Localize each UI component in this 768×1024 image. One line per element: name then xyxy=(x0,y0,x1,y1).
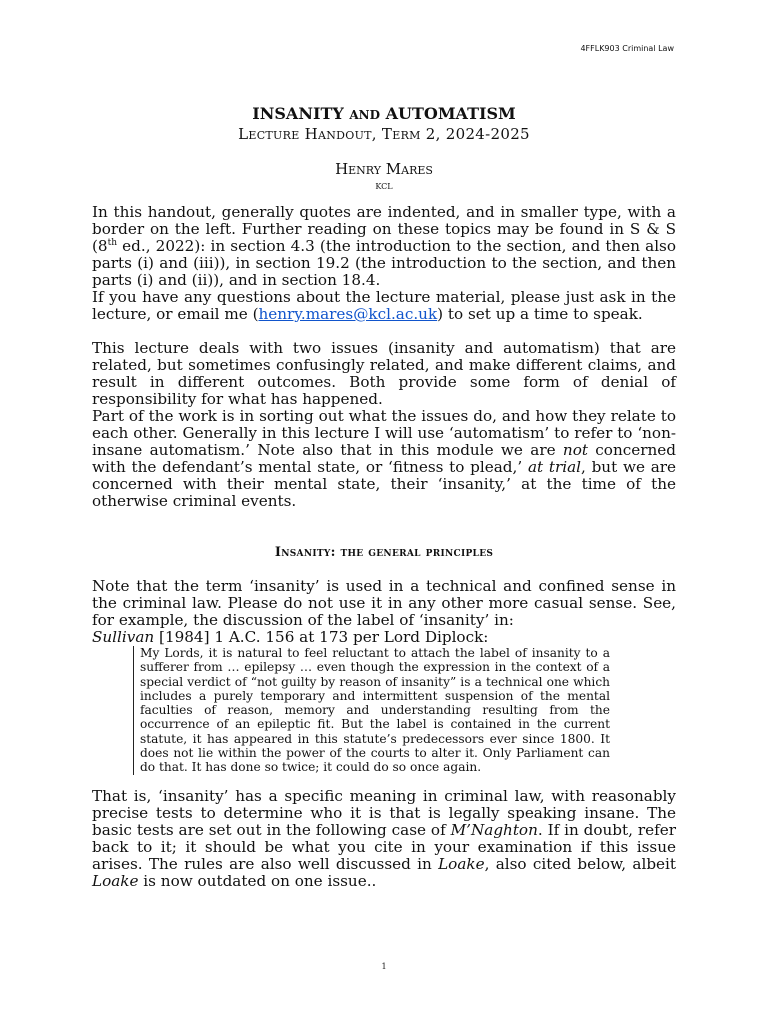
scope-text-c: , but we are concerned with their mental state, their ‘insanity,’ at the time of the otherwise criminal events. xyxy=(92,458,676,510)
scope-emphasis-not: not xyxy=(562,441,588,459)
insanity-paragraph-terminology: Note that the term ‘insanity’ is used in a technical and confined sense in the criminal law. Please do not use it in any other more casual sense. See, for example, the discussion of the label of ‘insanity’ in: xyxy=(92,577,676,629)
contact-text-a: If you have any questions about the lecture material, please just ask in the lecture, or email me ( xyxy=(92,288,676,323)
contact-text-b: ) to set up a time to speak. xyxy=(437,305,643,323)
scope-text-b: concerned with the defendant’s mental state, or ‘fitness to plead,’ xyxy=(92,441,676,476)
intro-paragraph-contact xyxy=(92,289,676,323)
document-subtitle: Lecture Handout, Term 2, 2024-2025 xyxy=(238,125,530,143)
intro-paragraph-scope xyxy=(92,408,676,510)
intro-paragraph-reading xyxy=(92,204,676,289)
section-heading: Insanity: the general principles xyxy=(274,545,494,560)
document-title xyxy=(92,104,676,125)
tests-text-b: . If in doubt, refer back to it; it should be what you cite in your examination if this issue arises. The rules are also well discussed in xyxy=(92,821,676,873)
edition-superscript: th xyxy=(107,237,118,248)
tests-text-a: That is, ‘insanity’ has a specific meaning in criminal law, with reasonably precise tests to determine who it is that is legally speaking insane. The basic tests are set out in the following case of xyxy=(92,787,676,839)
scope-emphasis-trial: at trial xyxy=(527,458,581,476)
email-link[interactable]: henry.mares@kcl.ac.uk xyxy=(258,305,438,323)
reading-text-b: ed., 2022): in section 4.3 (the introduction to the section, and then also parts (i) and (iii)), in section 19.2 (the introduction to the section, and then parts (i) and (ii)), and in section 18.4. xyxy=(92,237,676,289)
tests-text-d: is now outdated on one issue.. xyxy=(138,872,377,890)
course-reference: 4FFLK903 Criminal Law xyxy=(580,44,674,53)
reading-text-a: In this handout, generally quotes are indented, and in smaller type, with a border on the left. Further reading on these topics may be found in S & S (8 xyxy=(92,203,676,255)
insanity-section-tests xyxy=(92,788,676,890)
page-number: 1 xyxy=(381,962,387,971)
title-part-1: INSANITY xyxy=(252,104,344,123)
title-conjunction: AND xyxy=(349,108,381,122)
insanity-paragraph-tests xyxy=(92,788,676,890)
block-quote: My Lords, it is natural to feel reluctant to attach the label of insanity to a sufferer from … epilepsy … even though the expression in the context of a special verdict of “not guilty by reason of insanity” is a technical one which includes a purely temporary and intermittent suspension of the mental faculties of reason, memory and understanding resulting from the occurrence of an epileptic fit. But the label is contained in the current statute, it has appeared in this statute’s predecessors ever since 1800. It does not lie within the power of the courts to alter it. Only Parliament can do that. It has done so twice; it could do so once again. xyxy=(133,646,610,775)
mnaghton-case: M’Naghton xyxy=(450,821,538,839)
case-citation xyxy=(92,629,676,646)
loake-case-2: Loake xyxy=(92,872,139,890)
intro-paragraph-issues: This lecture deals with two issues (insanity and automatism) that are related, but sometimes confusingly related, and make different claims, and result in different outcomes. Both provide some form of denial of responsibility for what has happened. xyxy=(92,339,676,408)
intro-section xyxy=(92,204,676,510)
scope-text-a: Part of the work is in sorting out what the issues do, and how they relate to each other. Generally in this lecture I will use ‘automatism’ to refer to ‘non-insane automatism.’ Note also that in this module we are xyxy=(92,407,676,459)
author-affiliation: kcl xyxy=(375,178,393,192)
loake-case-1: Loake xyxy=(438,855,485,873)
title-block xyxy=(92,104,676,192)
case-cite: [1984] 1 A.C. 156 at 173 per Lord Diplock: xyxy=(154,628,489,646)
title-part-2: AUTOMATISM xyxy=(385,104,516,123)
insanity-section-intro xyxy=(92,578,676,646)
author-name: Henry Mares xyxy=(335,160,433,178)
case-name: Sullivan xyxy=(92,628,155,646)
tests-text-c: , also cited below, albeit xyxy=(484,855,676,873)
